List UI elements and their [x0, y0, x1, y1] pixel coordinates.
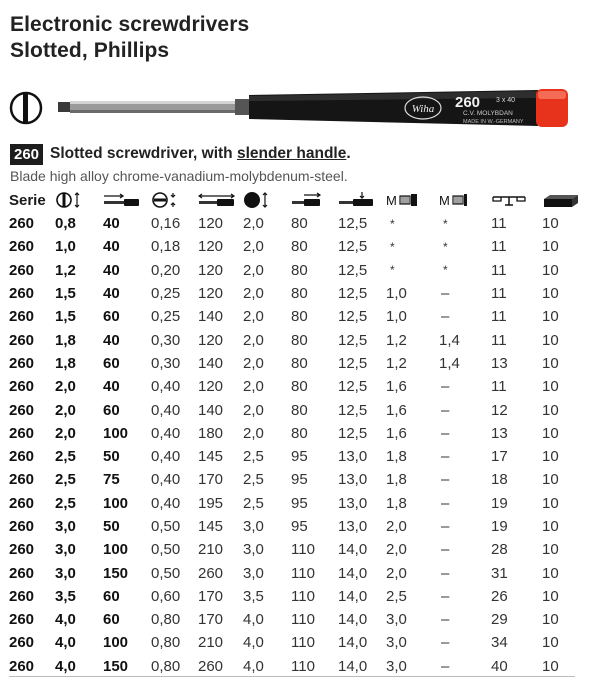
blade-thickness-cell: 0,30 [151, 354, 181, 372]
weight-cell: 17 [491, 448, 508, 466]
overall-length-cell: 120 [198, 285, 224, 303]
handle-length-cell: 110 [291, 541, 315, 559]
table-row [9, 608, 592, 631]
screw-size-alt-cell: – [441, 424, 450, 442]
overall-length-cell: 120 [198, 238, 224, 256]
shank-diameter-cell: 12,5 [338, 285, 368, 303]
slot-width-cell: 4,0 [55, 611, 76, 629]
table-row [9, 328, 592, 351]
screw-size-cell: 3,0 [386, 611, 407, 629]
handle-diameter-cell: 2,5 [243, 494, 264, 512]
table-row [9, 561, 592, 584]
shank-diameter-cell: 12,5 [338, 331, 368, 349]
handle-diameter-cell: 4,0 [243, 657, 264, 675]
blade-length-cell: 60 [103, 611, 120, 629]
handle-length-cell: 110 [291, 634, 315, 652]
spec-table [9, 188, 592, 678]
pack-quantity-icon [542, 188, 592, 212]
handle-diameter-cell: 2,0 [243, 331, 264, 349]
pack-quantity-cell: 10 [542, 611, 559, 629]
overall-length-cell: 120 [198, 261, 224, 279]
handle-diameter-cell: 2,0 [243, 261, 264, 279]
shank-diameter-cell: 12,5 [338, 424, 368, 442]
handle-origin: MADE IN W.-GERMANY [463, 119, 524, 125]
screw-size-alt-cell: – [441, 378, 450, 396]
screw-size-cell: 1,0 [386, 285, 407, 303]
handle-length-cell: 95 [291, 518, 308, 535]
pack-quantity-cell: 10 [542, 424, 559, 442]
weight-cell: 26 [491, 587, 508, 605]
series-description [50, 145, 351, 163]
pack-quantity-cell: 10 [542, 494, 559, 512]
overall-length-cell: 260 [198, 564, 224, 582]
overall-length-cell: 170 [198, 611, 224, 629]
screw-size-alt-cell: – [441, 587, 450, 605]
slender-handle-link[interactable]: slender handle [236, 145, 347, 162]
slot-width-cell: 1,8 [55, 354, 76, 372]
serie-cell: 260 [9, 424, 35, 442]
weight-cell: 29 [491, 611, 508, 629]
screw-size-alt-cell: – [441, 308, 450, 326]
pack-quantity-cell: 10 [542, 448, 559, 466]
serie-cell: 260 [9, 634, 35, 652]
blade-length-cell: 40 [103, 215, 120, 233]
handle-length-cell: 110 [291, 611, 315, 629]
shank-diameter-cell: 13,0 [338, 448, 368, 466]
handle-length-icon [291, 188, 338, 212]
weight-cell: 11 [491, 308, 507, 326]
handle-diameter-cell: 2,0 [243, 308, 264, 326]
serie-cell: 260 [9, 564, 35, 582]
screw-size-alt-cell: * [443, 263, 448, 278]
screw-size-alt-cell: * [443, 216, 448, 231]
blade-length-cell: 100 [103, 424, 129, 442]
shank-diameter-cell: 12,5 [338, 308, 368, 326]
serie-cell: 260 [9, 215, 35, 233]
blade-thickness-cell: 0,40 [151, 448, 181, 466]
serie-cell: 260 [9, 494, 35, 512]
pack-quantity-cell: 10 [542, 564, 559, 582]
screw-size-cell: 1,8 [386, 494, 407, 512]
table-row [9, 445, 592, 468]
screw-size-alt-cell: – [441, 541, 450, 559]
handle-length-cell: 95 [291, 471, 308, 489]
screw-size-cell: 1,6 [386, 424, 407, 442]
handle-material: C.V. MOLYBDAN [463, 110, 513, 117]
screw-size-alt-cell: 1,4 [439, 354, 460, 372]
serie-cell: 260 [9, 238, 35, 256]
blade-thickness-cell: 0,40 [151, 494, 181, 512]
slot-width-cell: 4,0 [55, 657, 76, 675]
table-row [9, 422, 592, 445]
screw-size-alt-icon [439, 188, 491, 212]
serie-cell: 260 [9, 541, 35, 559]
screw-size-cell: 1,6 [386, 401, 407, 419]
shank-diameter-cell: 12,5 [338, 261, 368, 279]
screw-size-cell: 1,0 [386, 308, 407, 326]
slot-width-cell: 3,0 [55, 541, 76, 559]
screw-size-alt-cell: – [441, 611, 450, 629]
slot-width-cell: 2,5 [55, 471, 76, 489]
serie-cell: 260 [9, 285, 35, 303]
spec-table-body [9, 212, 592, 678]
blade-length-cell: 60 [103, 587, 120, 605]
blade-thickness-cell: 0,50 [151, 518, 181, 535]
blade-thickness-cell: 0,80 [151, 634, 181, 652]
weight-cell: 12 [491, 401, 508, 419]
handle-diameter-cell: 3,0 [243, 564, 264, 582]
serie-cell: 260 [9, 331, 35, 349]
weight-cell: 11 [491, 331, 507, 349]
overall-length-cell: 140 [198, 401, 224, 419]
blade-length-cell: 100 [103, 634, 129, 652]
slot-width-icon [55, 188, 103, 212]
description-prefix: Slotted screwdriver, with [50, 145, 237, 162]
pack-quantity-cell: 10 [542, 541, 559, 559]
screw-size-alt-cell: – [441, 401, 450, 419]
shank-diameter-cell: 13,0 [338, 471, 368, 489]
shank-diameter-cell: 12,5 [338, 378, 368, 396]
blade-length-cell: 150 [103, 657, 129, 675]
description-suffix: . [346, 145, 351, 162]
serie-header: Serie [9, 191, 46, 209]
handle-diameter-cell: 2,5 [243, 471, 264, 489]
weight-icon [491, 188, 542, 212]
serie-cell: 260 [9, 657, 35, 675]
slot-width-cell: 2,0 [55, 378, 76, 396]
table-row [9, 282, 592, 305]
blade-length-cell: 60 [103, 354, 120, 372]
screw-size-cell: * [390, 263, 395, 278]
weight-cell: 19 [491, 518, 508, 535]
table-row [9, 352, 592, 375]
blade-thickness-cell: 0,18 [151, 238, 181, 256]
screw-size-alt-cell: – [441, 564, 450, 582]
shank-diameter-cell: 12,5 [338, 401, 368, 419]
table-header-row [9, 188, 592, 212]
pack-quantity-cell: 10 [542, 285, 559, 303]
weight-cell: 11 [491, 378, 507, 396]
blade-thickness-cell: 0,25 [151, 285, 181, 303]
shank-diameter-cell: 12,5 [338, 215, 368, 233]
pack-quantity-cell: 10 [542, 587, 559, 605]
weight-cell: 13 [491, 424, 508, 442]
serie-cell: 260 [9, 378, 35, 396]
table-row [9, 585, 592, 608]
weight-cell: 18 [491, 471, 508, 489]
slot-width-cell: 2,0 [55, 424, 76, 442]
overall-length-cell: 145 [198, 518, 224, 535]
slot-width-cell: 1,8 [55, 331, 76, 349]
screw-size-cell: 1,8 [386, 471, 407, 489]
handle-length-cell: 80 [291, 401, 308, 419]
shank-diameter-cell: 14,0 [338, 587, 368, 605]
title-line-1: Electronic screwdrivers [10, 13, 250, 36]
slot-width-cell: 1,5 [55, 285, 76, 303]
handle-serie: 260 [455, 94, 481, 111]
screw-size-alt-cell: – [441, 657, 450, 675]
handle-length-cell: 110 [291, 657, 315, 675]
screw-size-cell: 2,0 [386, 518, 407, 535]
title-line-2: Slotted, Phillips [10, 39, 170, 62]
blade-length-cell: 75 [103, 471, 120, 489]
handle-length-cell: 110 [291, 587, 315, 605]
handle-length-cell: 95 [291, 494, 308, 512]
handle-length-cell: 80 [291, 261, 308, 279]
slotted-tip-icon [11, 93, 41, 123]
table-row [9, 631, 592, 654]
slot-width-cell: 2,0 [55, 401, 76, 419]
slot-width-cell: 0,8 [55, 215, 76, 233]
handle-length-cell: 80 [291, 378, 308, 396]
blade-length-icon [103, 188, 151, 212]
serie-cell: 260 [9, 354, 35, 372]
handle-length-cell: 80 [291, 215, 308, 233]
slot-width-cell: 2,5 [55, 494, 76, 512]
screw-size-alt-cell: – [441, 448, 450, 466]
blade-thickness-cell: 0,40 [151, 378, 181, 396]
handle-length-cell: 80 [291, 424, 308, 442]
table-row [9, 492, 592, 515]
screw-size-cell: 2,0 [386, 564, 407, 582]
pack-quantity-cell: 10 [542, 331, 559, 349]
weight-cell: 11 [491, 261, 507, 279]
blade-thickness-cell: 0,80 [151, 657, 181, 675]
screw-size-cell: 2,5 [386, 587, 407, 605]
screw-size-cell: 1,6 [386, 378, 407, 396]
handle-length-cell: 80 [291, 285, 308, 303]
handle-size: 3 x 40 [496, 97, 516, 104]
screw-size-cell: 1,2 [386, 331, 407, 349]
weight-cell: 28 [491, 541, 508, 559]
pack-quantity-cell: 10 [542, 518, 559, 535]
shank-diameter-cell: 12,5 [338, 354, 368, 372]
brand-logo-text: Wiha [411, 103, 435, 115]
svg-text:M: M [386, 193, 397, 208]
screw-size-alt-cell: – [441, 471, 450, 489]
handle-diameter-cell: 2,5 [243, 448, 264, 466]
blade-length-cell: 50 [103, 448, 120, 466]
handle-diameter-cell: 2,0 [243, 378, 264, 396]
shank-diameter-cell: 14,0 [338, 657, 368, 675]
weight-cell: 11 [491, 285, 507, 303]
slot-width-cell: 2,5 [55, 448, 76, 466]
blade-thickness-cell: 0,20 [151, 261, 181, 279]
table-row [9, 259, 592, 282]
table-row [9, 212, 592, 235]
blade-length-cell: 40 [103, 238, 120, 256]
blade-thickness-cell: 0,50 [151, 564, 181, 582]
weight-cell: 40 [491, 657, 508, 675]
handle-diameter-cell: 3,0 [243, 541, 264, 559]
serie-cell: 260 [9, 471, 35, 489]
handle-length-cell: 80 [291, 238, 308, 256]
serie-cell: 260 [9, 518, 35, 535]
handle-length-cell: 80 [291, 308, 308, 326]
handle-diameter-cell: 3,0 [243, 518, 264, 535]
blade-length-cell: 40 [103, 261, 120, 279]
serie-cell: 260 [9, 308, 35, 326]
screw-size-cell: 3,0 [386, 634, 407, 652]
weight-cell: 13 [491, 354, 508, 372]
blade-thickness-cell: 0,40 [151, 401, 181, 419]
handle-diameter-cell: 4,0 [243, 611, 264, 629]
shank-diameter-cell: 14,0 [338, 634, 368, 652]
table-row [9, 655, 592, 678]
shank-diameter-cell: 13,0 [338, 518, 368, 535]
overall-length-cell: 140 [198, 308, 224, 326]
blade-length-cell: 100 [103, 494, 129, 512]
shank-diameter-cell: 12,5 [338, 238, 368, 256]
table-bottom-rule [9, 676, 575, 677]
handle-diameter-cell: 2,0 [243, 215, 264, 233]
pack-quantity-cell: 10 [542, 471, 559, 489]
overall-length-cell: 140 [198, 354, 224, 372]
overall-length-cell: 260 [198, 657, 224, 675]
table-row [9, 468, 592, 491]
handle-length-cell: 80 [291, 331, 308, 349]
page-title [10, 12, 249, 64]
blade-thickness-cell: 0,40 [151, 424, 181, 442]
screw-size-alt-cell: 1,4 [439, 331, 460, 349]
table-row [9, 538, 592, 561]
pack-quantity-cell: 10 [542, 634, 559, 652]
handle-diameter-cell: 2,0 [243, 354, 264, 372]
handle-diameter-cell: 2,0 [243, 424, 264, 442]
handle-diameter-cell: 4,0 [243, 634, 264, 652]
serie-cell: 260 [9, 611, 35, 629]
pack-quantity-cell: 10 [542, 401, 559, 419]
shank-diameter-icon [338, 188, 386, 212]
screw-size-alt-cell: – [441, 634, 450, 652]
screw-size-cell: 2,0 [386, 541, 407, 559]
screw-size-alt-cell: – [441, 494, 450, 512]
overall-length-cell: 210 [198, 634, 224, 652]
series-badge: 260 [10, 144, 43, 165]
table-row [9, 375, 592, 398]
shank-diameter-cell: 13,0 [338, 494, 368, 512]
blade-length-cell: 60 [103, 401, 120, 419]
pack-quantity-cell: 10 [542, 308, 559, 326]
shank-diameter-cell: 14,0 [338, 541, 368, 559]
slot-width-cell: 3,0 [55, 564, 76, 582]
blade-thickness-cell: 0,25 [151, 308, 181, 326]
blade-length-cell: 40 [103, 378, 120, 396]
handle-diameter-cell: 3,5 [243, 587, 264, 605]
screw-size-alt-cell: – [441, 518, 450, 535]
blade-thickness-cell: 0,16 [151, 215, 181, 233]
table-row [9, 398, 592, 421]
overall-length-cell: 210 [198, 541, 224, 559]
screw-size-cell: 3,0 [386, 657, 407, 675]
screw-size-cell: * [390, 239, 395, 254]
pack-quantity-cell: 10 [542, 378, 559, 396]
serie-cell: 260 [9, 448, 35, 466]
overall-length-cell: 145 [198, 448, 224, 466]
screw-size-icon [386, 188, 439, 212]
svg-text:M: M [439, 193, 450, 208]
product-hero [8, 86, 583, 132]
slot-width-cell: 3,0 [55, 518, 76, 535]
pack-quantity-cell: 10 [542, 354, 559, 372]
screw-size-cell: * [390, 216, 395, 231]
weight-cell: 11 [491, 238, 507, 256]
pack-quantity-cell: 10 [542, 238, 559, 256]
slot-width-cell: 3,5 [55, 587, 76, 605]
overall-length-cell: 170 [198, 471, 224, 489]
handle-length-cell: 80 [291, 354, 308, 372]
table-row [9, 305, 592, 328]
blade-material-note: Blade high alloy chrome-vanadium-molybdenum-steel. [10, 168, 348, 184]
blade-length-cell: 40 [103, 331, 120, 349]
handle-diameter-cell: 2,0 [243, 401, 264, 419]
screw-size-cell: 1,2 [386, 354, 407, 372]
slot-width-cell: 4,0 [55, 634, 76, 652]
shank-diameter-cell: 14,0 [338, 611, 368, 629]
blade-length-cell: 40 [103, 285, 120, 303]
slot-width-cell: 1,5 [55, 308, 76, 326]
blade-length-cell: 100 [103, 541, 129, 559]
blade-thickness-cell: 0,50 [151, 541, 181, 559]
handle-diameter-cell: 2,0 [243, 285, 264, 303]
table-row [9, 235, 592, 258]
weight-cell: 34 [491, 634, 508, 652]
overall-length-cell: 195 [198, 494, 224, 512]
table-row [9, 515, 592, 538]
handle-diameter-icon [243, 188, 291, 212]
shank-diameter-cell: 14,0 [338, 564, 368, 582]
blade-thickness-cell: 0,60 [151, 587, 181, 605]
overall-length-cell: 170 [198, 587, 224, 605]
blade-thickness-icon [151, 188, 198, 212]
pack-quantity-cell: 10 [542, 215, 559, 233]
slot-width-cell: 1,2 [55, 261, 76, 279]
pack-quantity-cell: 10 [542, 657, 559, 675]
screwdriver-illustration [8, 86, 583, 132]
handle-length-cell: 110 [291, 564, 315, 582]
weight-cell: 11 [491, 215, 507, 233]
screw-size-cell: 1,8 [386, 448, 407, 466]
weight-cell: 19 [491, 494, 508, 512]
series-heading [10, 143, 351, 165]
slot-width-cell: 1,0 [55, 238, 76, 256]
blade-length-cell: 150 [103, 564, 129, 582]
handle-length-cell: 95 [291, 448, 308, 466]
overall-length-cell: 180 [198, 424, 224, 442]
weight-cell: 31 [491, 564, 508, 582]
overall-length-icon [198, 188, 243, 212]
screw-size-alt-cell: – [441, 285, 450, 303]
overall-length-cell: 120 [198, 378, 224, 396]
blade-length-cell: 50 [103, 518, 120, 535]
pack-quantity-cell: 10 [542, 261, 559, 279]
serie-cell: 260 [9, 401, 35, 419]
blade-thickness-cell: 0,30 [151, 331, 181, 349]
overall-length-cell: 120 [198, 331, 224, 349]
blade-length-cell: 60 [103, 308, 120, 326]
serie-cell: 260 [9, 587, 35, 605]
overall-length-cell: 120 [198, 215, 224, 233]
serie-cell: 260 [9, 261, 35, 279]
handle-diameter-cell: 2,0 [243, 238, 264, 256]
blade-thickness-cell: 0,80 [151, 611, 181, 629]
screw-size-alt-cell: * [443, 239, 448, 254]
blade-thickness-cell: 0,40 [151, 471, 181, 489]
